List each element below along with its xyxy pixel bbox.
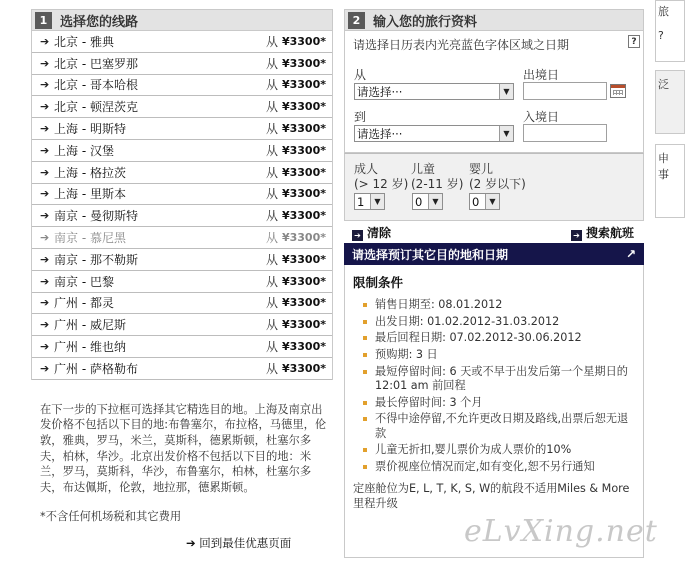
route-row[interactable]	[32, 249, 332, 271]
search-label: 搜索航班	[585, 225, 634, 240]
to-label: 到	[354, 110, 367, 124]
route-row[interactable]	[32, 162, 332, 184]
arrow-right-icon: ➔	[40, 318, 50, 332]
condition-item: 最长停留时间: 3 个月	[353, 396, 635, 410]
route-price: ¥3300*	[281, 122, 326, 136]
route-price: ¥3300*	[281, 274, 326, 288]
route-name: 广州 - 都灵	[54, 296, 114, 311]
infant-age-note: (2 岁以下)	[469, 177, 526, 191]
child-age-note: (2-11 岁)	[411, 177, 464, 191]
arrow-right-icon: ➔	[40, 165, 50, 179]
route-price: ¥3300*	[281, 231, 326, 245]
side-panel	[655, 0, 667, 569]
route-price: ¥3300*	[281, 187, 326, 201]
arrow-right-icon: ➔	[40, 122, 50, 136]
price-footnote: *不含任何机场税和其它费用	[40, 510, 182, 524]
route-from-label: 从	[265, 274, 278, 289]
route-name: 广州 - 威尼斯	[54, 318, 126, 333]
arrow-right-icon: ➔	[40, 143, 50, 157]
side-text: 泛	[658, 78, 669, 91]
side-text: 事	[658, 168, 669, 181]
child-count-select[interactable]	[412, 193, 443, 210]
route-name: 上海 - 明斯特	[54, 122, 126, 137]
route-row[interactable]	[32, 358, 332, 380]
condition-item: 最短停留时间: 6 天或不早于出发后第一个星期日的12:01 am 前回程	[353, 365, 635, 394]
route-price: ¥3300*	[281, 78, 326, 92]
route-row[interactable]	[32, 293, 332, 315]
arrow-right-icon: ➔	[571, 230, 582, 241]
route-list	[31, 31, 333, 380]
route-price: ¥3300*	[281, 296, 326, 310]
depart-label: 出境日	[523, 68, 560, 82]
route-row[interactable]	[32, 227, 332, 249]
route-name: 南京 - 那不勒斯	[54, 252, 138, 267]
infant-count-value: 0	[472, 194, 480, 209]
arrow-right-icon: ➔	[40, 274, 50, 288]
route-name: 南京 - 曼彻斯特	[54, 209, 138, 224]
adult-age-note: (> 12 岁)	[354, 177, 409, 191]
adult-count-value: 1	[357, 194, 365, 209]
route-price: ¥3300*	[281, 165, 326, 179]
side-text: 申	[658, 152, 669, 165]
route-row[interactable]	[32, 314, 332, 336]
from-label: 从	[354, 68, 367, 82]
route-row[interactable]	[32, 271, 332, 293]
route-from-label: 从	[265, 56, 278, 71]
arrow-right-icon: ➔	[40, 296, 50, 310]
route-price: ¥3300*	[281, 56, 326, 70]
route-price: ¥3300*	[281, 209, 326, 223]
date-form	[344, 31, 644, 153]
step-number: 1	[35, 12, 52, 29]
route-row[interactable]	[32, 53, 332, 75]
side-text: 旅	[658, 5, 669, 18]
arrow-right-icon: ➔	[352, 230, 363, 241]
route-price: ¥3300*	[281, 100, 326, 114]
arrow-right-icon: ➔	[40, 252, 50, 266]
date-hint	[345, 31, 643, 53]
travel-panel-header	[344, 9, 644, 31]
travel-panel	[344, 9, 644, 558]
child-count-value: 0	[415, 194, 423, 209]
route-from-label: 从	[265, 122, 278, 137]
routes-panel	[31, 9, 333, 524]
condition-item: 出发日期: 01.02.2012-31.03.2012	[353, 315, 635, 329]
route-name: 南京 - 慕尼黑	[54, 231, 126, 246]
route-price: ¥3300*	[281, 340, 326, 354]
side-text: ?	[658, 29, 664, 42]
route-name: 北京 - 雅典	[54, 34, 114, 49]
route-from-label: 从	[265, 340, 278, 355]
return-label: 入境日	[523, 110, 560, 124]
route-name: 北京 - 顿涅茨克	[54, 100, 138, 115]
route-from-label: 从	[265, 187, 278, 202]
route-from-label: 从	[265, 318, 278, 333]
route-from-label: 从	[265, 252, 278, 267]
arrow-right-icon: ➔	[40, 231, 50, 245]
arrow-right-icon: ➔	[40, 78, 50, 92]
calendar-icon[interactable]	[610, 84, 626, 98]
route-name: 上海 - 汉堡	[54, 143, 114, 158]
passenger-box	[344, 153, 644, 221]
route-row[interactable]	[32, 336, 332, 358]
search-flights-button[interactable]	[571, 224, 634, 241]
chevron-down-icon: ▼	[370, 194, 384, 209]
back-to-offers-link[interactable]	[186, 535, 291, 551]
route-name: 北京 - 哥本哈根	[54, 78, 138, 93]
route-price: ¥3300*	[281, 361, 326, 375]
condition-item: 儿童无折扣,婴儿票价为成人票价的10%	[353, 443, 635, 457]
watermark: eLvXing.net	[464, 514, 658, 549]
arrow-right-icon: ➔	[186, 536, 196, 550]
conditions-list	[353, 298, 635, 474]
routes-panel-title: 选择您的线路	[60, 14, 139, 30]
child-label: 儿童	[411, 162, 436, 176]
side-block	[655, 0, 685, 62]
route-from-label: 从	[265, 231, 278, 246]
route-from-label: 从	[265, 143, 278, 158]
depart-date-field[interactable]	[523, 82, 607, 100]
route-from-label: 从	[265, 165, 278, 180]
arrow-right-icon: ➔	[40, 340, 50, 354]
from-select-value: 请选择···	[357, 84, 403, 99]
route-from-label: 从	[265, 361, 278, 376]
condition-item: 预购期: 3 日	[353, 348, 635, 362]
infant-count-select[interactable]	[469, 193, 500, 210]
routes-description: 在下一步的下拉框可选择其它精选目的地。上海及南京出发价格不包括以下目的地:布鲁塞尔，布拉格，马德里，伦敦，雅典，罗马，米兰，莫斯科，德累斯顿，杜塞尔多夫，柏林，华沙。北京出发价格不包括以下目的地：米兰，罗马，莫斯科，华沙，布鲁塞尔，柏林，杜塞尔多夫，布达佩斯，伦敦，地拉那，德累斯顿。	[40, 402, 327, 494]
arrow-right-icon: ➔	[40, 34, 50, 48]
clear-label: 清除	[367, 225, 392, 240]
route-price: ¥3300*	[281, 143, 326, 157]
route-name: 广州 - 维也纳	[54, 340, 126, 355]
condition-item: 票价视座位情况而定,如有变化,恕不另行通知	[353, 460, 635, 474]
to-select-value: 请选择···	[357, 126, 403, 141]
adult-count-select[interactable]	[354, 193, 385, 210]
chevron-down-icon: ▼	[499, 126, 513, 141]
travel-panel-title: 输入您的旅行资料	[373, 14, 478, 30]
route-from-label: 从	[265, 34, 278, 49]
back-link-label: 回到最佳优惠页面	[199, 536, 292, 550]
chevron-down-icon: ▼	[499, 84, 513, 99]
route-name: 上海 - 里斯本	[54, 187, 126, 202]
date-hint-text: 请选择日历表内光亮蓝色字体区域之日期	[353, 38, 570, 52]
condition-item: 最后回程日期: 07.02.2012-30.06.2012	[353, 331, 635, 345]
route-name: 上海 - 格拉茨	[54, 165, 126, 180]
external-arrow-icon: ↗	[625, 247, 636, 261]
condition-item: 销售日期至: 08.01.2012	[353, 298, 635, 312]
from-select[interactable]	[354, 83, 514, 100]
help-icon[interactable]: ?	[628, 35, 640, 48]
route-from-label: 从	[265, 78, 278, 93]
arrow-right-icon: ➔	[40, 209, 50, 223]
clear-button[interactable]	[352, 224, 391, 241]
conditions-title: 限制条件	[353, 275, 404, 290]
route-from-label: 从	[265, 209, 278, 224]
arrow-right-icon: ➔	[40, 56, 50, 70]
routes-panel-header	[31, 9, 333, 31]
route-from-label: 从	[265, 296, 278, 311]
chevron-down-icon: ▼	[428, 194, 442, 209]
route-name: 南京 - 巴黎	[54, 274, 114, 289]
other-destination-link[interactable]	[344, 243, 644, 265]
route-row[interactable]	[32, 31, 332, 53]
arrow-right-icon: ➔	[40, 100, 50, 114]
conditions-note: 定座舱位为E, L, T, K, S, W的航段不适用Miles & More里程升级	[353, 482, 630, 510]
route-name: 广州 - 萨格勒布	[54, 361, 138, 376]
condition-item: 不得中途停留,不允许更改日期及路线,出票后恕无退款	[353, 412, 635, 441]
route-name: 北京 - 巴塞罗那	[54, 56, 138, 71]
route-price: ¥3300*	[281, 252, 326, 266]
infant-label: 婴儿	[469, 162, 494, 176]
route-row[interactable]	[32, 184, 332, 206]
route-row[interactable]	[32, 75, 332, 97]
route-price: ¥3300*	[281, 34, 326, 48]
route-row[interactable]	[32, 96, 332, 118]
other-destination-label: 请选择预订其它目的地和日期	[352, 247, 509, 262]
route-row[interactable]	[32, 118, 332, 140]
side-block	[655, 70, 685, 134]
route-price: ¥3300*	[281, 318, 326, 332]
side-block	[655, 144, 685, 218]
chevron-down-icon: ▼	[485, 194, 499, 209]
arrow-right-icon: ➔	[40, 361, 50, 375]
arrow-right-icon: ➔	[40, 187, 50, 201]
return-date-field[interactable]	[523, 124, 607, 142]
route-row[interactable]	[32, 205, 332, 227]
step-number: 2	[348, 12, 365, 29]
route-row[interactable]	[32, 140, 332, 162]
action-bar	[344, 221, 644, 243]
adult-label: 成人	[354, 162, 379, 176]
to-select[interactable]	[354, 125, 514, 142]
route-from-label: 从	[265, 100, 278, 115]
